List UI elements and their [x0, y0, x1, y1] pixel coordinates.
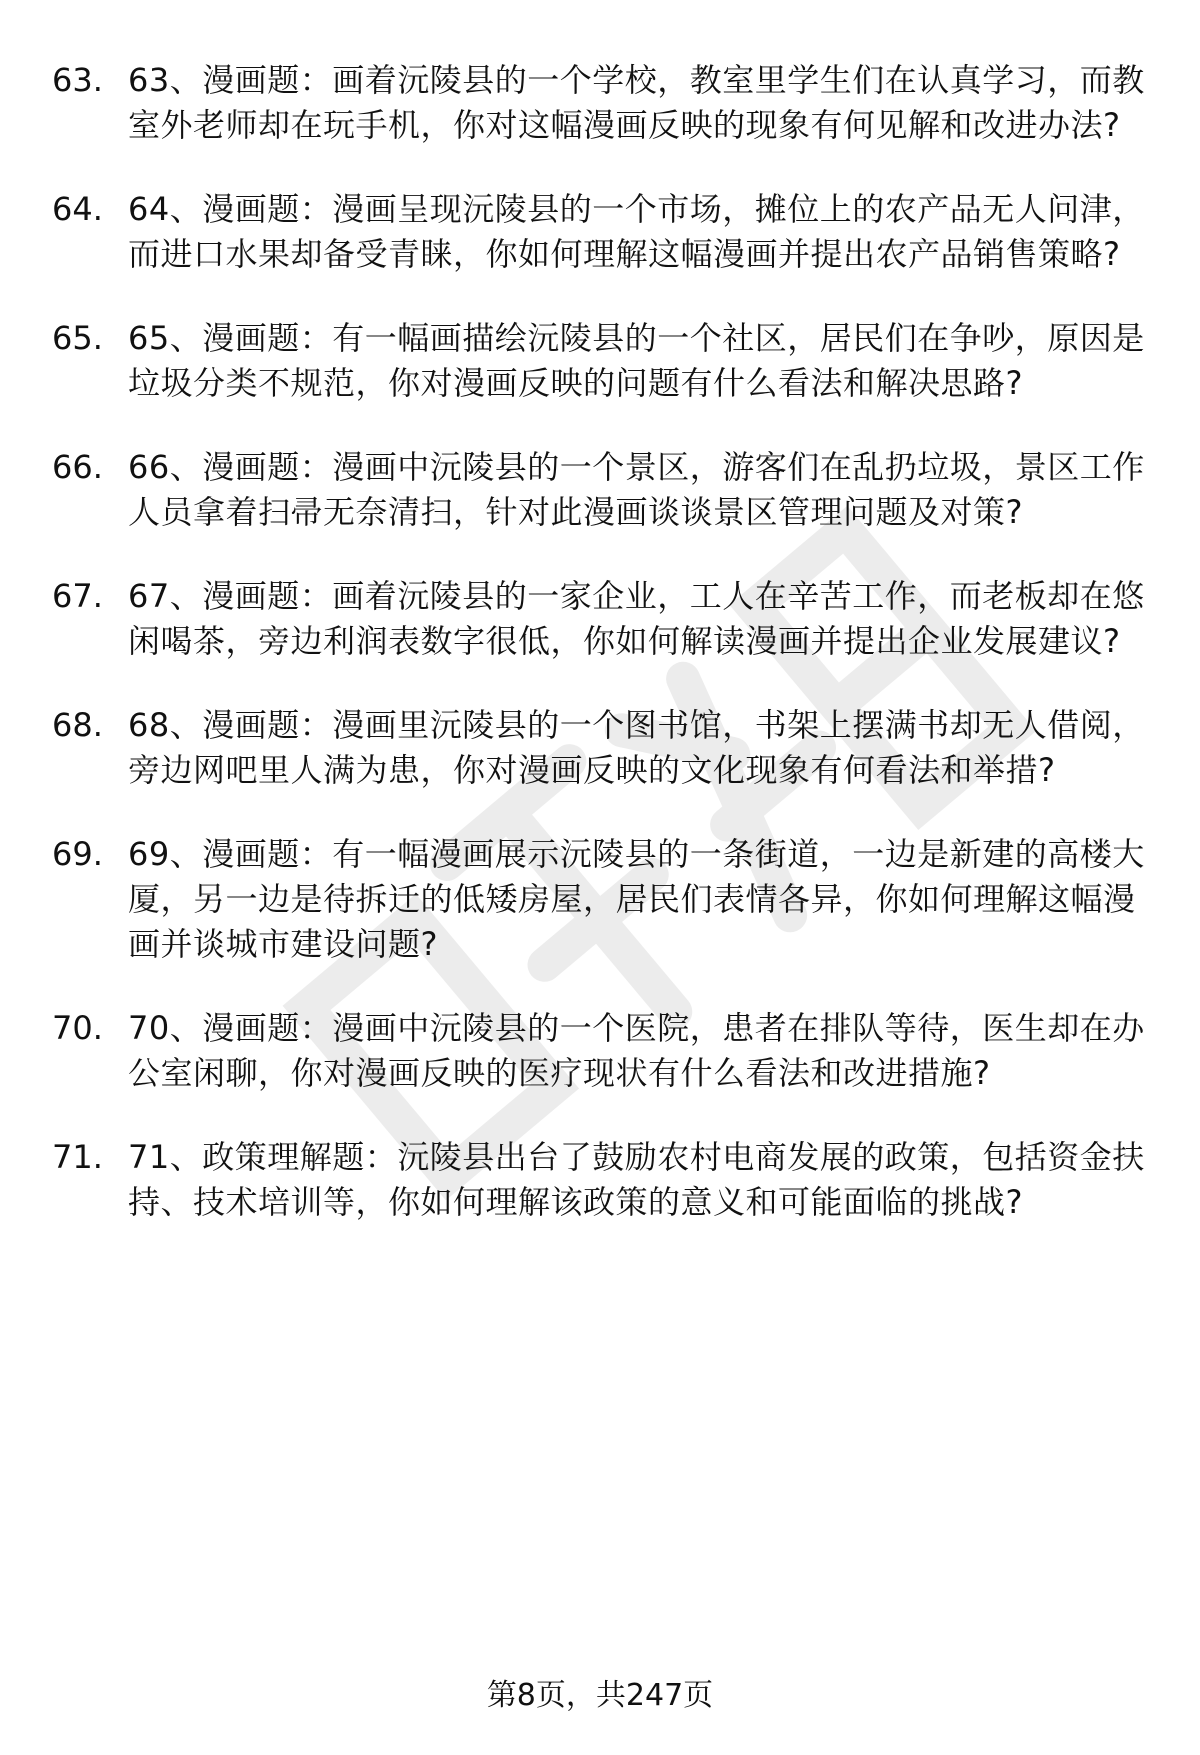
question-number: 70.: [52, 1009, 103, 1047]
question-item-63: [0, 58, 1200, 148]
question-number: 66.: [52, 448, 103, 486]
question-item-70: [0, 1006, 1200, 1096]
question-number: 65.: [52, 319, 103, 357]
question-text: 71、政策理解题：沅陵县出台了鼓励农村电商发展的政策，包括资金扶持、技术培训等，你如何理解该政策的意义和可能面临的挑战?: [128, 1138, 1145, 1221]
question-text: 67、漫画题：画着沅陵县的一家企业，工人在辛苦工作，而老板却在悠闲喝茶，旁边利润表数字很低，你如何解读漫画并提出企业发展建议?: [128, 577, 1145, 660]
page-footer: 第8页，共247页: [486, 1678, 714, 1713]
question-number: 64.: [52, 190, 103, 228]
question-text: 69、漫画题：有一幅漫画展示沅陵县的一条街道，一边是新建的高楼大厦，另一边是待拆迁的低矮房屋，居民们表情各异，你如何理解这幅漫画并谈城市建设问题?: [128, 835, 1145, 963]
question-item-68: [0, 703, 1200, 793]
question-text: 65、漫画题：有一幅画描绘沅陵县的一个社区，居民们在争吵，原因是垃圾分类不规范，你对漫画反映的问题有什么看法和解决思路?: [128, 319, 1145, 402]
question-item-65: [0, 316, 1200, 406]
question-number: 67.: [52, 577, 103, 615]
question-text: 64、漫画题：漫画呈现沅陵县的一个市场，摊位上的农产品无人问津，而进口水果却备受青睐，你如何理解这幅漫画并提出农产品销售策略?: [128, 190, 1145, 273]
question-text: 70、漫画题：漫画中沅陵县的一个医院，患者在排队等待，医生却在办公室闲聊，你对漫画反映的医疗现状有什么看法和改进措施?: [128, 1009, 1145, 1092]
question-number: 71.: [52, 1138, 103, 1176]
question-number: 68.: [52, 706, 103, 744]
question-text: 63、漫画题：画着沅陵县的一个学校，教室里学生们在认真学习，而教室外老师却在玩手机，你对这幅漫画反映的现象有何见解和改进办法?: [128, 61, 1145, 144]
question-item-66: [0, 445, 1200, 535]
question-item-71: [0, 1135, 1200, 1225]
question-text: 68、漫画题：漫画里沅陵县的一个图书馆，书架上摆满书却无人借阅，旁边网吧里人满为患，你对漫画反映的文化现象有何看法和举措?: [128, 706, 1145, 789]
question-number: 69.: [52, 835, 103, 873]
question-item-64: [0, 187, 1200, 277]
question-item-69: [0, 832, 1200, 967]
question-text: 66、漫画题：漫画中沅陵县的一个景区，游客们在乱扔垃圾，景区工作人员拿着扫帚无奈清扫，针对此漫画谈谈景区管理问题及对策?: [128, 448, 1145, 531]
question-number: 63.: [52, 61, 103, 99]
question-list: [0, 58, 1200, 1264]
question-item-67: [0, 574, 1200, 664]
